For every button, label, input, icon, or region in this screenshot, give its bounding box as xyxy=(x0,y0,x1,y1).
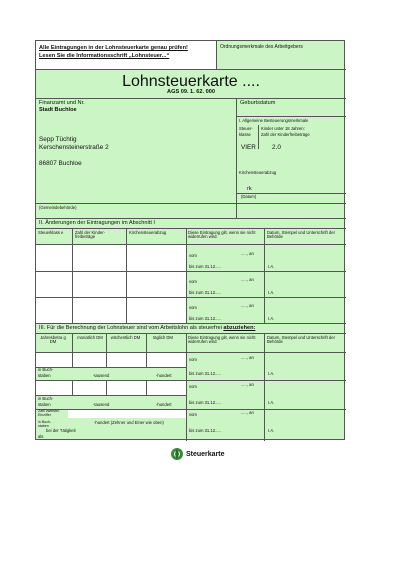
s2-r2-vom: vom xyxy=(189,279,197,284)
steuerklasse-label-1: Steuer- xyxy=(239,126,253,131)
s3-header-gilt: Diese Eintragung gilt, wenn sie nicht widerrufen wird: xyxy=(188,335,256,345)
s2-header-kinder: Zahl der Kinder-freibeträge xyxy=(75,230,106,240)
kirchensteuer-label: Kirchensteuerabzug xyxy=(239,170,277,175)
s2-r1-vom: vom xyxy=(189,253,197,258)
steuerklasse-label-2: klasse xyxy=(239,132,251,137)
s2-r3-vom: vom xyxy=(189,305,197,310)
s3-header-tag: täglich DM xyxy=(153,335,173,340)
s3-r3-bis: bis zum 31.12..... xyxy=(189,428,221,433)
s2-header-steuerklasse: Steuerklass e xyxy=(38,230,64,235)
s3-r1-ia: I.A. xyxy=(268,371,275,376)
s3-r3-ia: I.A. xyxy=(268,428,275,433)
s3-r2-inbuch: in Buch- xyxy=(38,396,54,401)
s2-r3-bis: bis zum 31.12..... xyxy=(189,316,221,321)
merkmale-heading: I. Allgemeine Besteuerungsmerkmale xyxy=(239,118,309,123)
card-title: Lohnsteuerkarte .... xyxy=(122,73,260,90)
s3-r1-an: ....., an xyxy=(241,355,254,360)
s2-header-kirche: Kirchensteuerabzug xyxy=(129,230,167,235)
s2-r1-an: ....., an xyxy=(241,251,254,256)
s3-r2-ia: I.A. xyxy=(268,400,275,405)
s3-hundert-line: -hundert (Zehner und Einer wie oben) xyxy=(94,420,164,425)
s2-r2-ia: I.A. xyxy=(268,290,275,295)
steuerkarte-logo-text: Steuerkarte xyxy=(186,451,225,458)
tax-card xyxy=(35,40,345,440)
geburtsdatum-label: Geburtsdatum xyxy=(240,100,276,106)
finanzamt-value: Stadt Buchloe xyxy=(39,107,77,113)
s3-r1-input xyxy=(36,353,186,367)
s3-r3-an: ....., an xyxy=(241,410,254,415)
kirchensteuer-value: rk xyxy=(247,186,252,192)
s2-r3-ia: I.A. xyxy=(268,316,275,321)
s3-header-jahr: Jahresbetra g DM xyxy=(40,335,66,345)
s3-r3-input xyxy=(68,410,186,418)
s3-r2-bis: bis zum 31.12..... xyxy=(189,400,221,405)
s3-zehner-label: Zahl zweistel. Einziffer xyxy=(38,409,60,417)
s3-r1-hundert: -hundert xyxy=(156,373,172,378)
s3-r2-hundert: -hundert xyxy=(156,402,172,407)
gemeinde-label: (Gemeindebehörde) xyxy=(39,205,77,210)
s2-r1-ia: I.A. xyxy=(268,264,275,269)
datum-label: (Datum) xyxy=(241,194,257,199)
notice-line-2: Lesen Sie die Informationsschrift „Lohnsteuer...“ xyxy=(39,53,170,59)
s3-r3-vom: vom xyxy=(189,412,197,417)
address-name: Sepp Tüchtig xyxy=(39,136,77,143)
s2-r3-an: ....., an xyxy=(241,303,254,308)
s3-r2-staben: staben xyxy=(38,402,51,407)
steuerkarte-logo-icon xyxy=(170,447,184,461)
s2-header-gilt: Diese Eintragung gilt, wenn sie nicht widerrufen wird: xyxy=(188,230,256,240)
s3-header-monat: monatlich DM xyxy=(77,335,103,340)
s2-r2-bis: bis zum 31.12..... xyxy=(189,290,221,295)
section3-title: III. Für die Berechnung der Lohnsteuer sind vom Arbeitslohn als steuerfrei abzuziehen: xyxy=(39,325,256,331)
s3-r1-staben: staben xyxy=(38,373,51,378)
kinder-value: 2.0 xyxy=(272,144,281,151)
s3-r1-bis: bis zum 31.12..... xyxy=(189,371,221,376)
s2-input-area xyxy=(36,245,186,323)
finanzamt-label: Finanzamt und Nr. xyxy=(39,100,85,106)
steuerklasse-value: VIER xyxy=(241,144,256,151)
s3-r1-tausend: -tausend xyxy=(93,373,110,378)
ordnungsmerkmale-label: Ordnungsmerkmale des Arbeitgebers xyxy=(220,44,303,50)
s2-r1-bis: bis zum 31.12..... xyxy=(189,264,221,269)
kinder-label-2: Zahl der Kinderfreibeträge xyxy=(261,132,310,137)
s2-header-datum: Datum, Stempel und Unterschrift der Behörde xyxy=(267,230,335,240)
s3-inbuchstaben: in Buch-staben xyxy=(38,420,52,428)
s3-r1-inbuch: in Buch- xyxy=(38,367,54,372)
s2-r2-an: ....., an xyxy=(241,277,254,282)
kinder-label-1: Kinder unter 18 Jahren: xyxy=(261,126,305,131)
s3-r2-input xyxy=(36,381,186,395)
s3-taetigkeit: bei der Tätigkeit xyxy=(46,428,76,433)
section2-title: II. Änderungen der Eintragungen im Abschnitt I xyxy=(39,220,155,226)
s3-r2-tausend: -tausend xyxy=(93,402,110,407)
address-street: Kerschensteinerstraße 2 xyxy=(39,144,109,151)
s3-als: als xyxy=(38,434,44,439)
s3-header-woche: wöchentlich DM xyxy=(110,335,141,340)
s3-r2-an: ....., an xyxy=(241,382,254,387)
notice-line-1: Alle Eintragungen in der Lohnsteuerkarte genau prüfen! xyxy=(39,45,188,51)
s3-r1-vom: vom xyxy=(189,357,197,362)
s3-header-datum: Datum, Stempel und Unterschrift der Behörde xyxy=(267,335,335,345)
address-city: 86807 Buchloe xyxy=(39,160,82,167)
ags-number: AGS 09. 1. 62. 000 xyxy=(167,89,215,95)
s3-r2-vom: vom xyxy=(189,384,197,389)
